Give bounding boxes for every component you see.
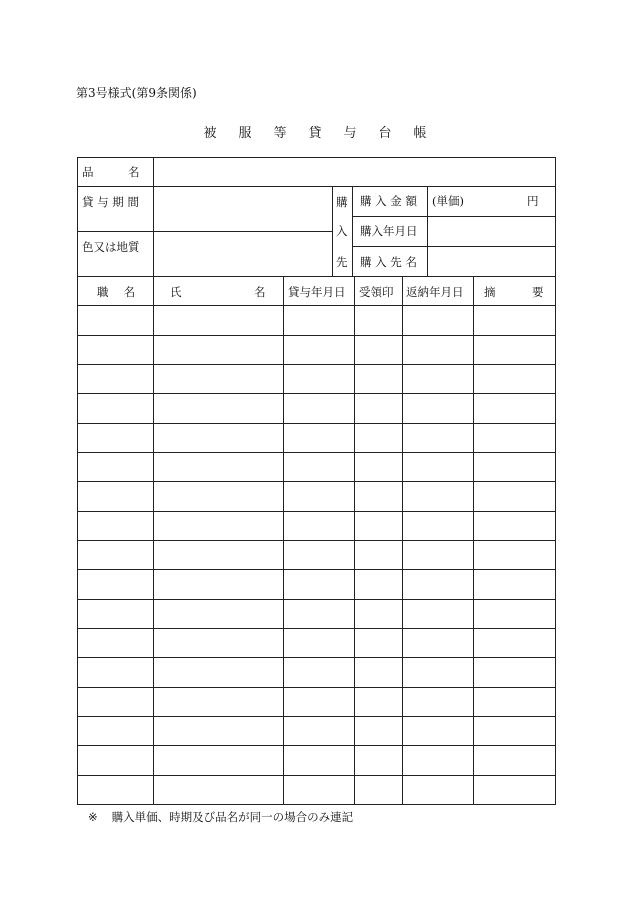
column-line: [153, 276, 154, 804]
header-divider: [352, 246, 556, 247]
row-line: [77, 657, 556, 658]
header-divider: [77, 231, 332, 232]
row-line: [77, 569, 556, 570]
column-line: [283, 276, 284, 804]
row-line: [77, 511, 556, 512]
header-divider: [77, 186, 556, 187]
purchase-amount-label: 購 入 金 額: [360, 194, 417, 208]
loan-period-label: 貸 与 期 間: [82, 195, 139, 209]
header-column-line: [153, 157, 154, 186]
row-line: [77, 364, 556, 365]
header-divider: [77, 276, 556, 277]
row-line: [77, 716, 556, 717]
unit-price-label: (単価): [432, 194, 464, 208]
title-char: 等: [273, 126, 287, 141]
row-line: [77, 481, 556, 482]
table-border-top: [77, 157, 556, 158]
column-header-remarks: 摘: [484, 285, 496, 299]
column-header-name: 氏: [170, 285, 182, 299]
title-char: 貸: [308, 126, 322, 141]
purchase-vertical-label: 入: [336, 224, 348, 238]
footnote-mark: ※: [88, 810, 98, 824]
title-char: 帳: [413, 126, 427, 141]
row-line: [77, 628, 556, 629]
header-column-line: [153, 186, 154, 276]
yen-label: 円: [527, 194, 539, 208]
column-header-receipt-seal: 受領印: [359, 285, 394, 299]
row-line: [77, 305, 556, 306]
title-char: 服: [238, 126, 252, 141]
row-line: [77, 599, 556, 600]
column-header-remarks: 要: [532, 285, 544, 299]
column-line: [473, 276, 474, 804]
row-line: [77, 745, 556, 746]
header-column-line: [332, 186, 333, 276]
page-title: [0, 122, 630, 141]
title-char: 被: [203, 126, 217, 141]
column-header-loan-date: 貸与年月日: [288, 285, 346, 299]
row-line: [77, 775, 556, 776]
purchase-vendor-label: 購 入 先 名: [360, 255, 417, 269]
column-header-return-date: 返納年月日: [406, 285, 464, 299]
purchase-vertical-label: 先: [336, 255, 348, 269]
ledger-table: [77, 157, 556, 805]
table-border-bottom: [77, 804, 556, 805]
column-line: [402, 276, 403, 804]
row-line: [77, 393, 556, 394]
title-char: 台: [378, 126, 392, 141]
column-line: [354, 276, 355, 804]
purchase-date-label: 購入年月日: [360, 224, 418, 238]
footnote: [88, 809, 353, 825]
header-column-line: [427, 186, 428, 276]
title-char: 与: [343, 126, 357, 141]
row-line: [77, 335, 556, 336]
column-header-job-title: 職 名: [97, 285, 136, 299]
column-header-name: 名: [254, 285, 266, 299]
color-material-label: 色又は地質: [82, 240, 140, 254]
header-column-line: [352, 186, 353, 276]
footnote-text: 購入単価、時期及び品名が同一の場合のみ連記: [111, 810, 354, 824]
row-line: [77, 452, 556, 453]
form-number: 第3号様式(第9条関係): [76, 86, 197, 100]
item-name-label: 品 名: [82, 165, 140, 179]
row-line: [77, 423, 556, 424]
row-line: [77, 540, 556, 541]
purchase-vertical-label: 購: [336, 195, 348, 209]
header-divider: [352, 216, 556, 217]
row-line: [77, 687, 556, 688]
